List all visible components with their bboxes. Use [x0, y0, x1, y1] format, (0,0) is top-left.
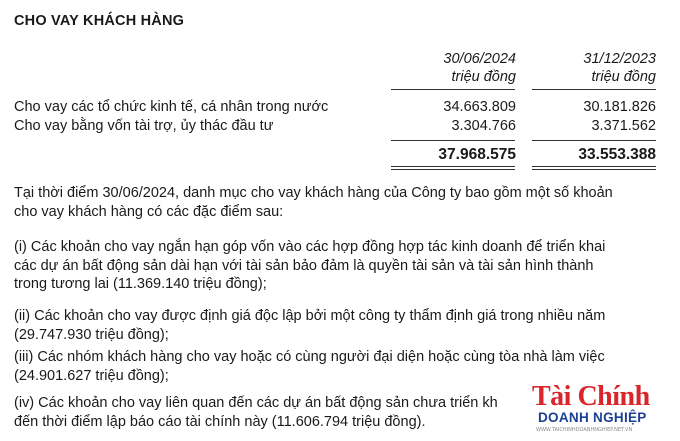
column-date: 30/06/2024 — [443, 51, 516, 67]
total-double-rule-col1-a — [391, 166, 515, 167]
paragraph-line: các dự án bất động sản dài hạn với tài sản bảo đảm là quyền tài sản và tài sản hình thành — [14, 257, 594, 274]
paragraph-line: trong tương lai (11.369.140 triệu đồng); — [14, 276, 267, 292]
watermark-url-text: WWW.TAICHINHDOANHNGHIEP.NET.VN — [536, 427, 633, 433]
header-divider-col1 — [391, 89, 515, 90]
column-unit: triệu đồng — [451, 69, 516, 85]
total-row — [14, 146, 656, 164]
total-double-rule-col1-b — [391, 169, 515, 170]
row-value-2024: 3.304.766 — [451, 118, 516, 134]
subtotal-divider-col1 — [391, 140, 515, 141]
total-double-rule-col2-b — [532, 169, 656, 170]
column-header-2023 — [526, 50, 656, 86]
paragraph-line: (iii) Các nhóm khách hàng cho vay hoặc có cùng người đại diện hoặc cùng tòa nhà làm việc — [14, 349, 605, 365]
paragraph-line: (29.747.930 triệu đồng); — [14, 326, 169, 343]
column-header-2024 — [386, 50, 516, 86]
row-value-2023: 3.371.562 — [591, 118, 656, 134]
watermark-logo — [532, 381, 678, 440]
row-label: Cho vay bằng vốn tài trợ, ủy thác đầu tư — [14, 118, 274, 134]
table-row — [14, 118, 656, 136]
total-value-2024: 37.968.575 — [438, 146, 516, 163]
row-label: Cho vay các tổ chức kinh tế, cá nhân trong nước — [14, 99, 329, 115]
paragraph-line: (i) Các khoản cho vay ngắn hạn góp vốn vào các hợp đồng hợp tác kinh doanh để triển khai — [14, 239, 606, 255]
paragraph-line: đến thời điểm lập báo cáo tài chính này (11.606.794 triệu đồng). — [14, 413, 426, 430]
column-unit: triệu đồng — [591, 69, 656, 85]
column-date: 31/12/2023 — [583, 51, 656, 67]
section-title: CHO VAY KHÁCH HÀNG — [14, 13, 185, 29]
paragraph-line: (ii) Các khoản cho vay được định giá độc lập bởi một công ty thẩm định giá trong nhiều năm — [14, 308, 606, 324]
paragraph-line: (iv) Các khoản cho vay liên quan đến các dự án bất động sản chưa triển kh — [14, 395, 498, 411]
subtotal-divider-col2 — [532, 140, 656, 141]
paragraph-line: (24.901.627 triệu đồng); — [14, 367, 169, 384]
paragraph-line: Tại thời điểm 30/06/2024, danh mục cho vay khách hàng của Công ty bao gồm một số khoản — [14, 185, 613, 201]
total-double-rule-col2-a — [532, 166, 656, 167]
row-value-2023: 30.181.826 — [583, 99, 656, 115]
table-row — [14, 99, 656, 117]
total-value-2023: 33.553.388 — [578, 146, 656, 163]
row-value-2024: 34.663.809 — [443, 99, 516, 115]
watermark-sub-text: DOANH NGHIỆP — [538, 410, 647, 425]
paragraph-line: cho vay khách hàng có các đặc điểm sau: — [14, 203, 284, 220]
intro-paragraph — [14, 184, 664, 221]
header-divider-col2 — [532, 89, 656, 90]
paragraph-item-ii — [14, 307, 664, 344]
paragraph-item-i — [14, 238, 664, 294]
watermark-logo-text: Tài Chính — [532, 381, 650, 412]
paragraph-item-iii — [14, 348, 664, 385]
